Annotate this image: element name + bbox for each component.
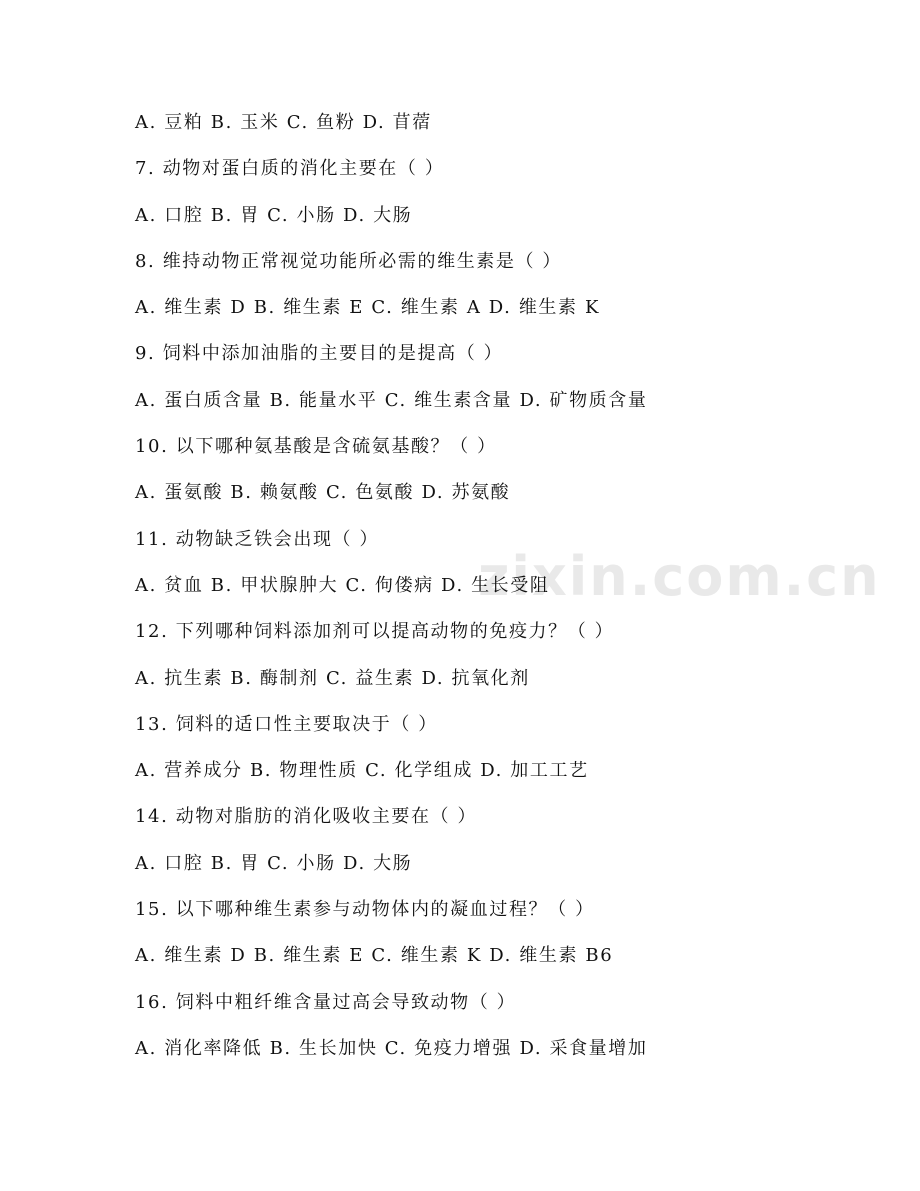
question-line: 9. 饲料中添加油脂的主要目的是提高（ ） xyxy=(135,343,504,365)
watermark: zixin.com.cn xyxy=(478,545,881,608)
question-list xyxy=(135,107,835,1079)
options-line: A. 口腔 B. 胃 C. 小肠 D. 大肠 xyxy=(135,204,413,226)
question-line: 7. 动物对蛋白质的消化主要在（ ） xyxy=(135,158,445,180)
question-line: 13. 饲料的适口性主要取决于（ ） xyxy=(135,713,438,735)
options-line: A. 贫血 B. 甲状腺肿大 C. 佝偻病 D. 生长受阻 xyxy=(135,574,550,596)
options-line: A. 维生素 D B. 维生素 E C. 维生素 A D. 维生素 K xyxy=(135,297,600,319)
options-line: A. 抗生素 B. 酶制剂 C. 益生素 D. 抗氧化剂 xyxy=(135,667,530,689)
question-line: 16. 饲料中粗纤维含量过高会导致动物（ ） xyxy=(135,991,517,1013)
options-line: A. 豆粕 B. 玉米 C. 鱼粉 D. 苜蓿 xyxy=(135,112,432,133)
options-line: A. 口腔 B. 胃 C. 小肠 D. 大肠 xyxy=(135,852,413,874)
question-line: 12. 下列哪种饲料添加剂可以提高动物的免疫力？（ ） xyxy=(135,621,615,643)
question-line: 10. 以下哪种氨基酸是含硫氨基酸？（ ） xyxy=(135,436,497,458)
question-line: 14. 动物对脂肪的消化吸收主要在（ ） xyxy=(135,806,478,828)
question-line: 11. 动物缺乏铁会出现（ ） xyxy=(135,528,380,550)
options-line: A. 消化率降低 B. 生长加快 C. 免疫力增强 D. 采食量增加 xyxy=(135,1037,648,1059)
question-line: 8. 维持动物正常视觉功能所必需的维生素是（ ） xyxy=(135,250,563,272)
options-line: A. 营养成分 B. 物理性质 C. 化学组成 D. 加工工艺 xyxy=(135,760,589,782)
options-line: A. 蛋氨酸 B. 赖氨酸 C. 色氨酸 D. 苏氨酸 xyxy=(135,482,511,504)
options-line: A. 维生素 D B. 维生素 E C. 维生素 K D. 维生素 B6 xyxy=(135,945,614,967)
options-line: A. 蛋白质含量 B. 能量水平 C. 维生素含量 D. 矿物质含量 xyxy=(135,389,648,411)
question-line: 15. 以下哪种维生素参与动物体内的凝血过程？（ ） xyxy=(135,899,595,921)
